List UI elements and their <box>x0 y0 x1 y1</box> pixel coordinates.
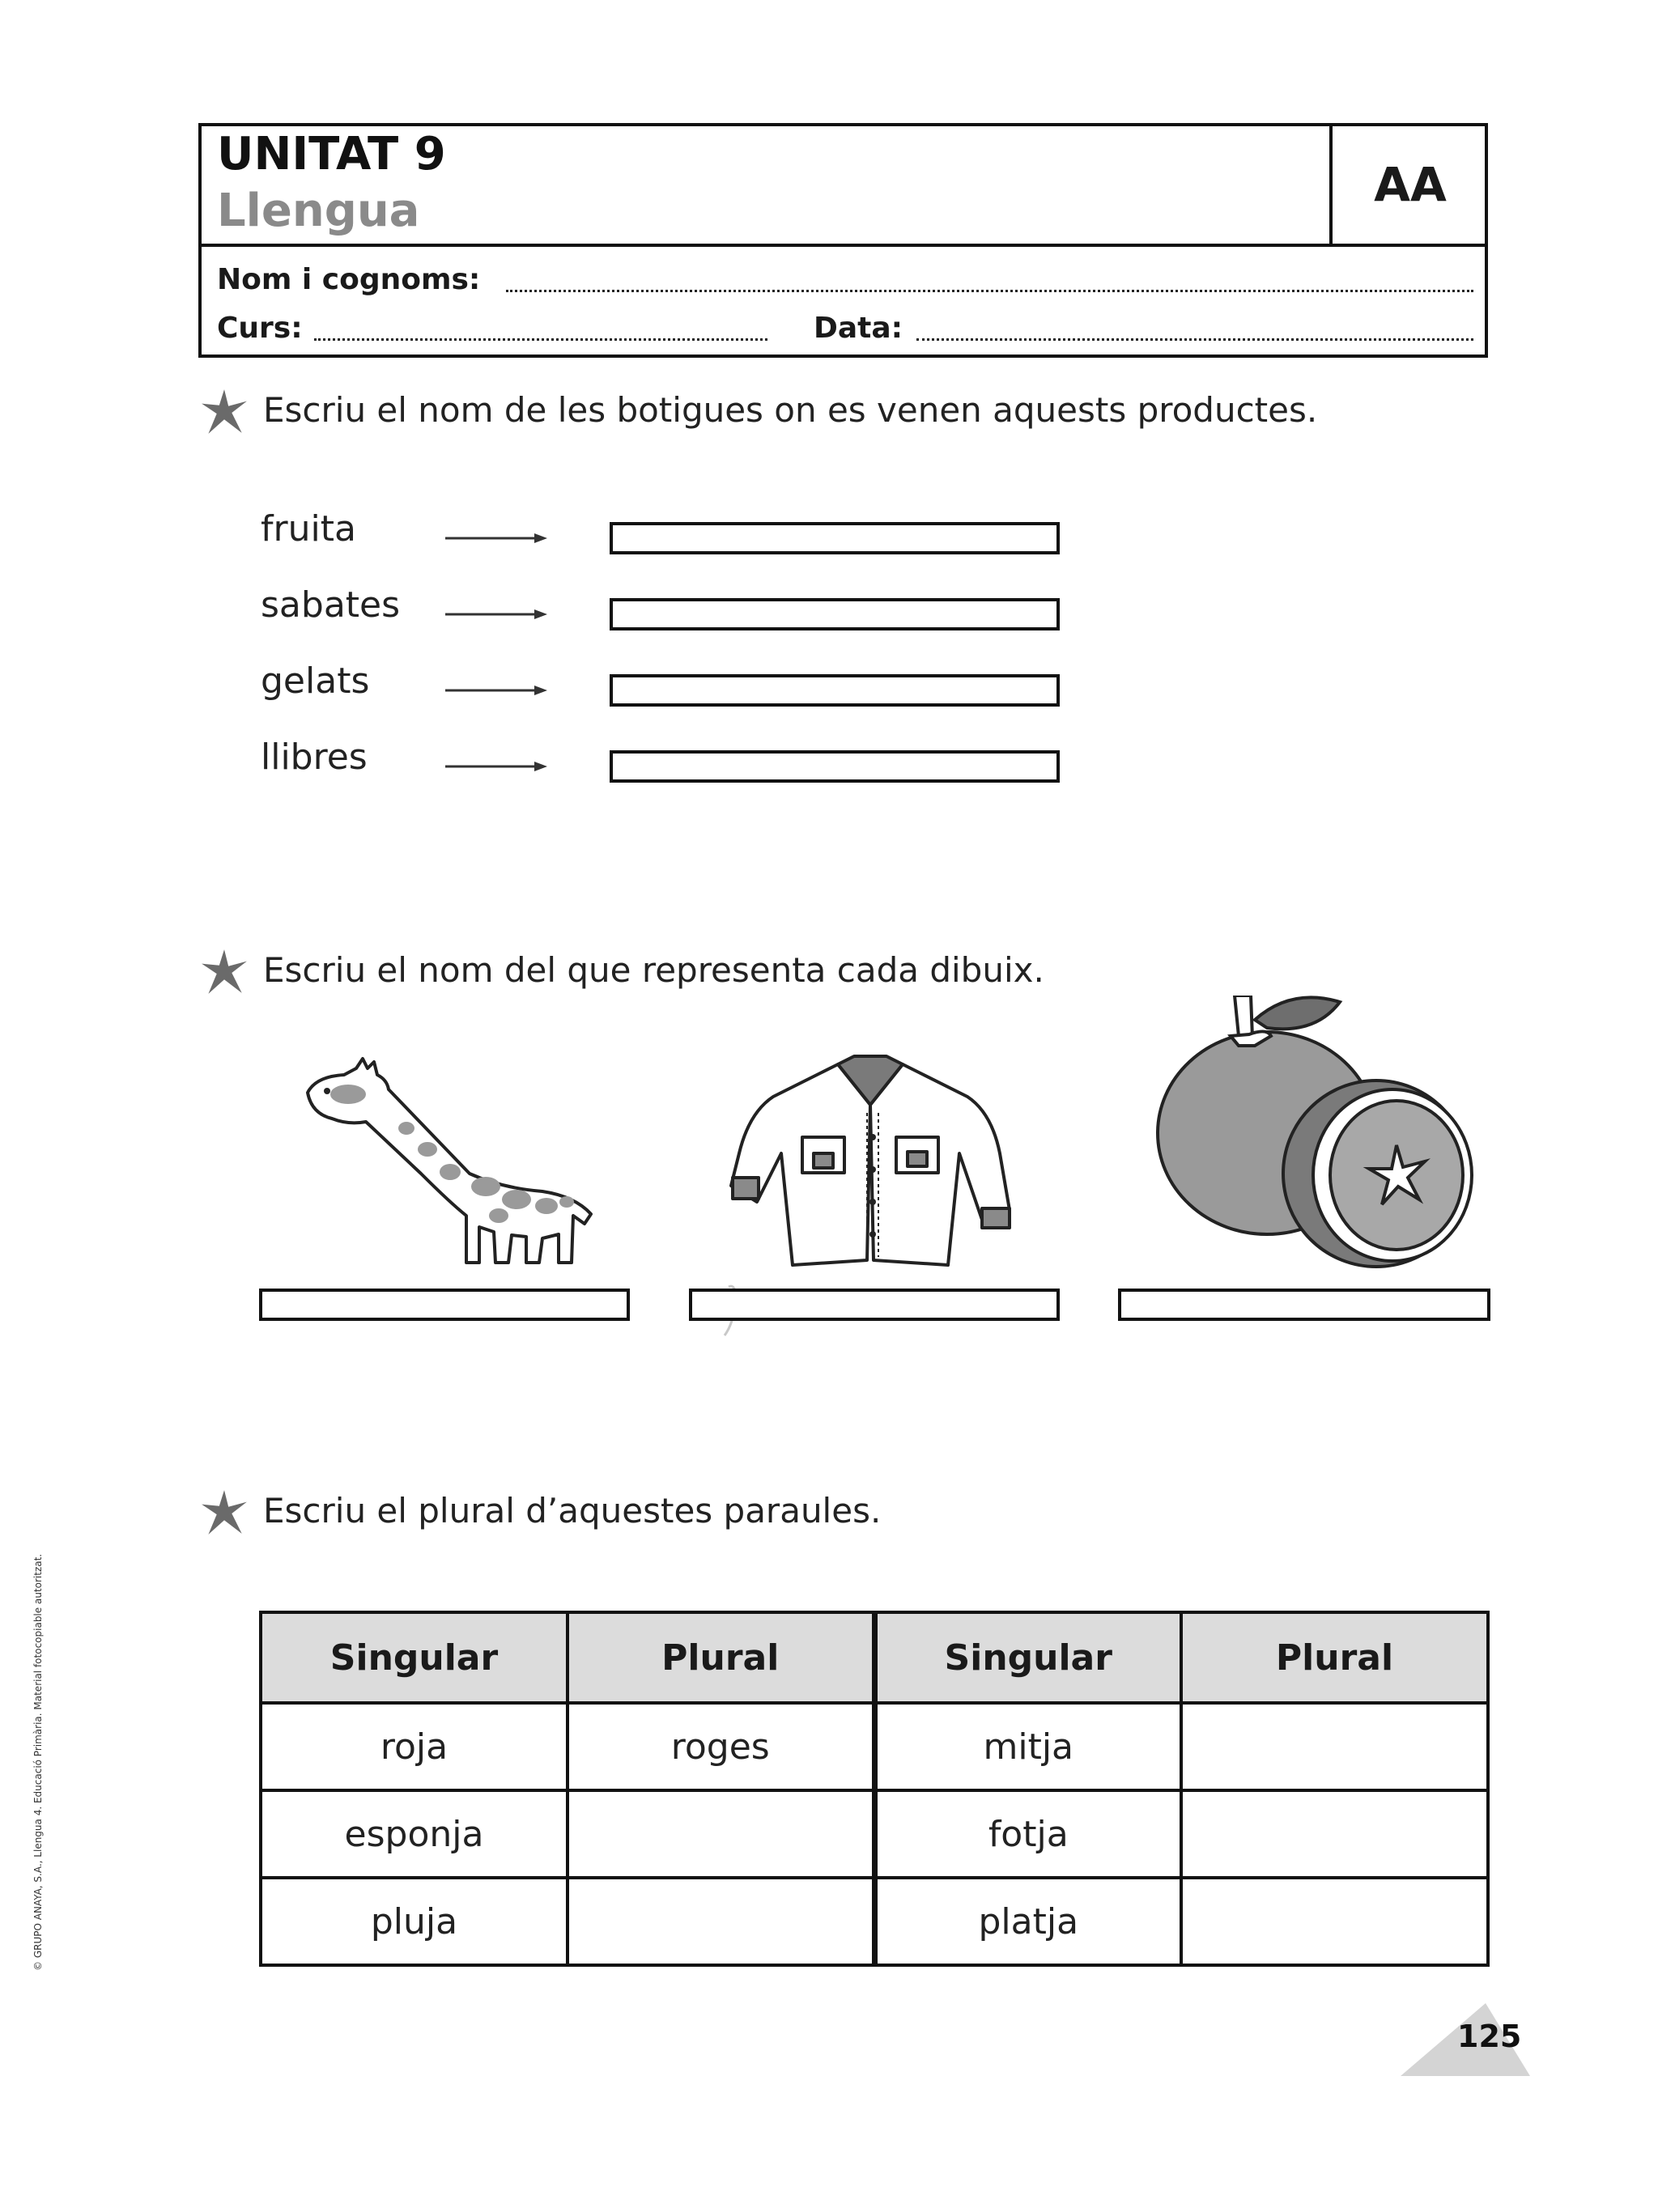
jacket-icon <box>725 1048 1016 1275</box>
answer-box[interactable] <box>610 598 1060 630</box>
copyright-note: © GRUPO ANAYA, S.A., Llengua 4. Educació Primària. Material fotocopiable autoritzat. <box>32 1553 44 1971</box>
header-divider <box>198 244 1488 247</box>
course-field[interactable] <box>314 338 767 341</box>
plural-cell[interactable]: roges <box>568 1703 874 1790</box>
name-field[interactable] <box>506 290 1473 292</box>
star-icon <box>199 947 249 997</box>
product-word: llibres <box>261 737 368 778</box>
plural-cell[interactable] <box>1181 1878 1488 1965</box>
page-number: 125 <box>1457 2019 1522 2054</box>
plural-cell[interactable] <box>568 1790 874 1878</box>
singular-cell: platja <box>874 1878 1181 1965</box>
arrow-right-icon <box>445 682 551 698</box>
singular-cell: roja <box>261 1703 568 1790</box>
product-word: gelats <box>261 660 370 702</box>
table-row <box>261 1878 1488 1965</box>
answer-box[interactable] <box>689 1289 1060 1321</box>
arrow-right-icon <box>445 606 551 622</box>
instruction-3: Escriu el plural d’aquestes paraules. <box>263 1491 882 1531</box>
column-header: Singular <box>874 1612 1181 1703</box>
course-label: Curs: <box>217 312 303 345</box>
date-field[interactable] <box>916 338 1473 341</box>
table-row <box>261 1703 1488 1790</box>
product-word: fruita <box>261 508 356 550</box>
plural-cell[interactable] <box>1181 1790 1488 1878</box>
level-code: AA <box>1374 157 1447 212</box>
plural-cell[interactable] <box>1181 1703 1488 1790</box>
answer-box[interactable] <box>610 674 1060 707</box>
column-header: Plural <box>568 1612 874 1703</box>
arrow-right-icon <box>445 758 551 775</box>
product-word: sabates <box>261 584 401 626</box>
unit-title: UNITAT 9 <box>217 128 446 180</box>
singular-cell: esponja <box>261 1790 568 1878</box>
singular-cell: fotja <box>874 1790 1181 1878</box>
star-icon <box>199 1488 249 1538</box>
name-label: Nom i cognoms: <box>217 263 481 296</box>
orange-icon <box>1154 996 1477 1275</box>
star-icon <box>199 387 249 437</box>
giraffe-icon <box>300 1044 607 1271</box>
answer-box[interactable] <box>259 1289 630 1321</box>
answer-box[interactable] <box>1118 1289 1490 1321</box>
column-header: Singular <box>261 1612 568 1703</box>
arrow-right-icon <box>445 530 551 546</box>
plural-cell[interactable] <box>568 1878 874 1965</box>
answer-box[interactable] <box>610 750 1060 783</box>
column-header: Plural <box>1181 1612 1488 1703</box>
instruction-1: Escriu el nom de les botigues on es venen aquests productes. <box>263 390 1318 430</box>
plural-table <box>259 1611 1490 1967</box>
answer-box[interactable] <box>610 522 1060 554</box>
unit-subject: Llengua <box>217 185 420 237</box>
singular-cell: mitja <box>874 1703 1181 1790</box>
table-row <box>261 1790 1488 1878</box>
table-header-row <box>261 1612 1488 1703</box>
date-label: Data: <box>814 312 903 345</box>
instruction-2: Escriu el nom del que representa cada dibuix. <box>263 950 1044 990</box>
singular-cell: pluja <box>261 1878 568 1965</box>
